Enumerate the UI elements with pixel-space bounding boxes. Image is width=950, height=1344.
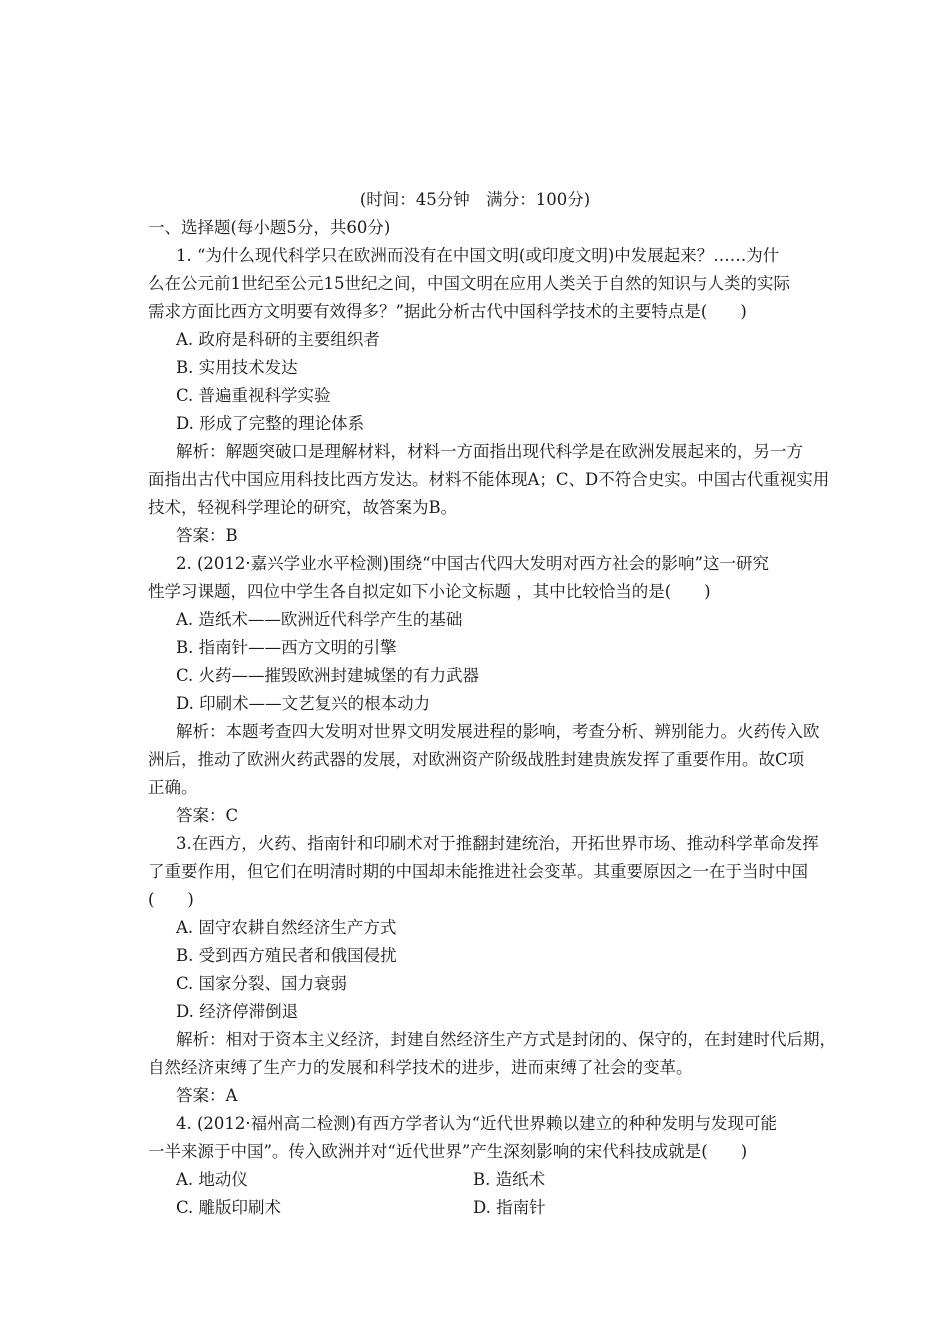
- question-stem-line: 3.在西方，火药、指南针和印刷术对于推翻封建统治，开拓世界市场、推动科学革命发挥: [176, 834, 819, 853]
- option-d: D. 形成了完整的理论体系: [176, 414, 365, 433]
- analysis-line: 自然经济束缚了生产力的发展和科学技术的进步，进而束缚了社会的变革。: [148, 1058, 693, 1077]
- option-b: B. 造纸术: [473, 1170, 546, 1189]
- option-b: B. 实用技术发达: [176, 358, 298, 377]
- analysis-line: 技术，轻视科学理论的研究，故答案为B。: [148, 498, 458, 517]
- option-d: D. 指南针: [473, 1198, 546, 1217]
- answer: 答案：C: [176, 806, 239, 825]
- question-stem-line: 性学习课题，四位中学生各自拟定如下小论文标题 ，其中比较恰当的是( ): [148, 582, 711, 601]
- analysis-line: 洲后，推动了欧洲火药武器的发展，对欧洲资产阶级战胜封建贵族发挥了重要作用。故C项: [148, 750, 805, 769]
- section-title: 一、选择题(每小题5分，共60分): [148, 218, 391, 237]
- answer: 答案：B: [176, 526, 238, 545]
- option-d: D. 经济停滞倒退: [176, 1002, 299, 1021]
- option-c: C. 普遍重视科学实验: [176, 386, 331, 405]
- option-a: A. 政府是科研的主要组织者: [176, 330, 380, 349]
- option-d: D. 印刷术——文艺复兴的根本动力: [176, 694, 431, 713]
- question-stem-line: 4. (2012·福州高二检测)有西方学者认为“近代世界赖以建立的种种发明与发现可能: [176, 1114, 778, 1133]
- question-stem-line: 1. “为什么现代科学只在欧洲而没有在中国文明(或印度文明)中发展起来？……为什: [176, 246, 780, 265]
- option-a: A. 造纸术——欧洲近代科学产生的基础: [176, 610, 463, 629]
- analysis-line: 解析：本题考查四大发明对世界文明发展进程的影响，考查分析、辨别能力。火药传入欧: [176, 722, 820, 741]
- question-stem-line: 2. (2012·嘉兴学业水平检测)围绕“中国古代四大发明对西方社会的影响”这一研究: [176, 554, 769, 573]
- analysis-line: 解析：相对于资本主义经济，封建自然经济生产方式是封闭的、保守的，在封建时代后期，: [176, 1030, 836, 1049]
- question-stem-line: ( ): [148, 890, 194, 909]
- option-c: C. 雕版印刷术: [176, 1198, 282, 1217]
- option-b: B. 指南针——西方文明的引擎: [176, 638, 397, 657]
- analysis-line: 解析：解题突破口是理解材料，材料一方面指出现代科学是在欧洲发展起来的，另一方: [176, 442, 803, 461]
- option-c: C. 国家分裂、国力衰弱: [176, 974, 348, 993]
- analysis-line: 正确。: [148, 778, 198, 797]
- analysis-line: 面指出古代中国应用科技比西方发达。材料不能体现A；C、D不符合史实。中国古代重视实用: [148, 470, 830, 489]
- question-stem-line: 了重要作用，但它们在明清时期的中国却未能推进社会变革。其重要原因之一在于当时中国: [148, 862, 808, 881]
- question-stem-line: 一半来源于中国”。传入欧洲并对“近代世界”产生深刻影响的宋代科技成就是( ): [148, 1142, 748, 1161]
- option-a: A. 固守农耕自然经济生产方式: [176, 918, 397, 937]
- exam-header: (时间：45分钟 满分：100分): [359, 190, 591, 209]
- question-stem-line: 么在公元前1世纪至公元15世纪之间，中国文明在应用人类关于自然的知识与人类的实际: [148, 274, 790, 293]
- option-c: C. 火药——摧毁欧洲封建城堡的有力武器: [176, 666, 480, 685]
- option-a: A. 地动仪: [176, 1170, 248, 1189]
- option-b: B. 受到西方殖民者和俄国侵扰: [176, 946, 397, 965]
- question-stem-line: 需求方面比西方文明要有效得多？”据此分析古代中国科学技术的主要特点是( ): [148, 302, 747, 321]
- answer: 答案：A: [176, 1086, 238, 1105]
